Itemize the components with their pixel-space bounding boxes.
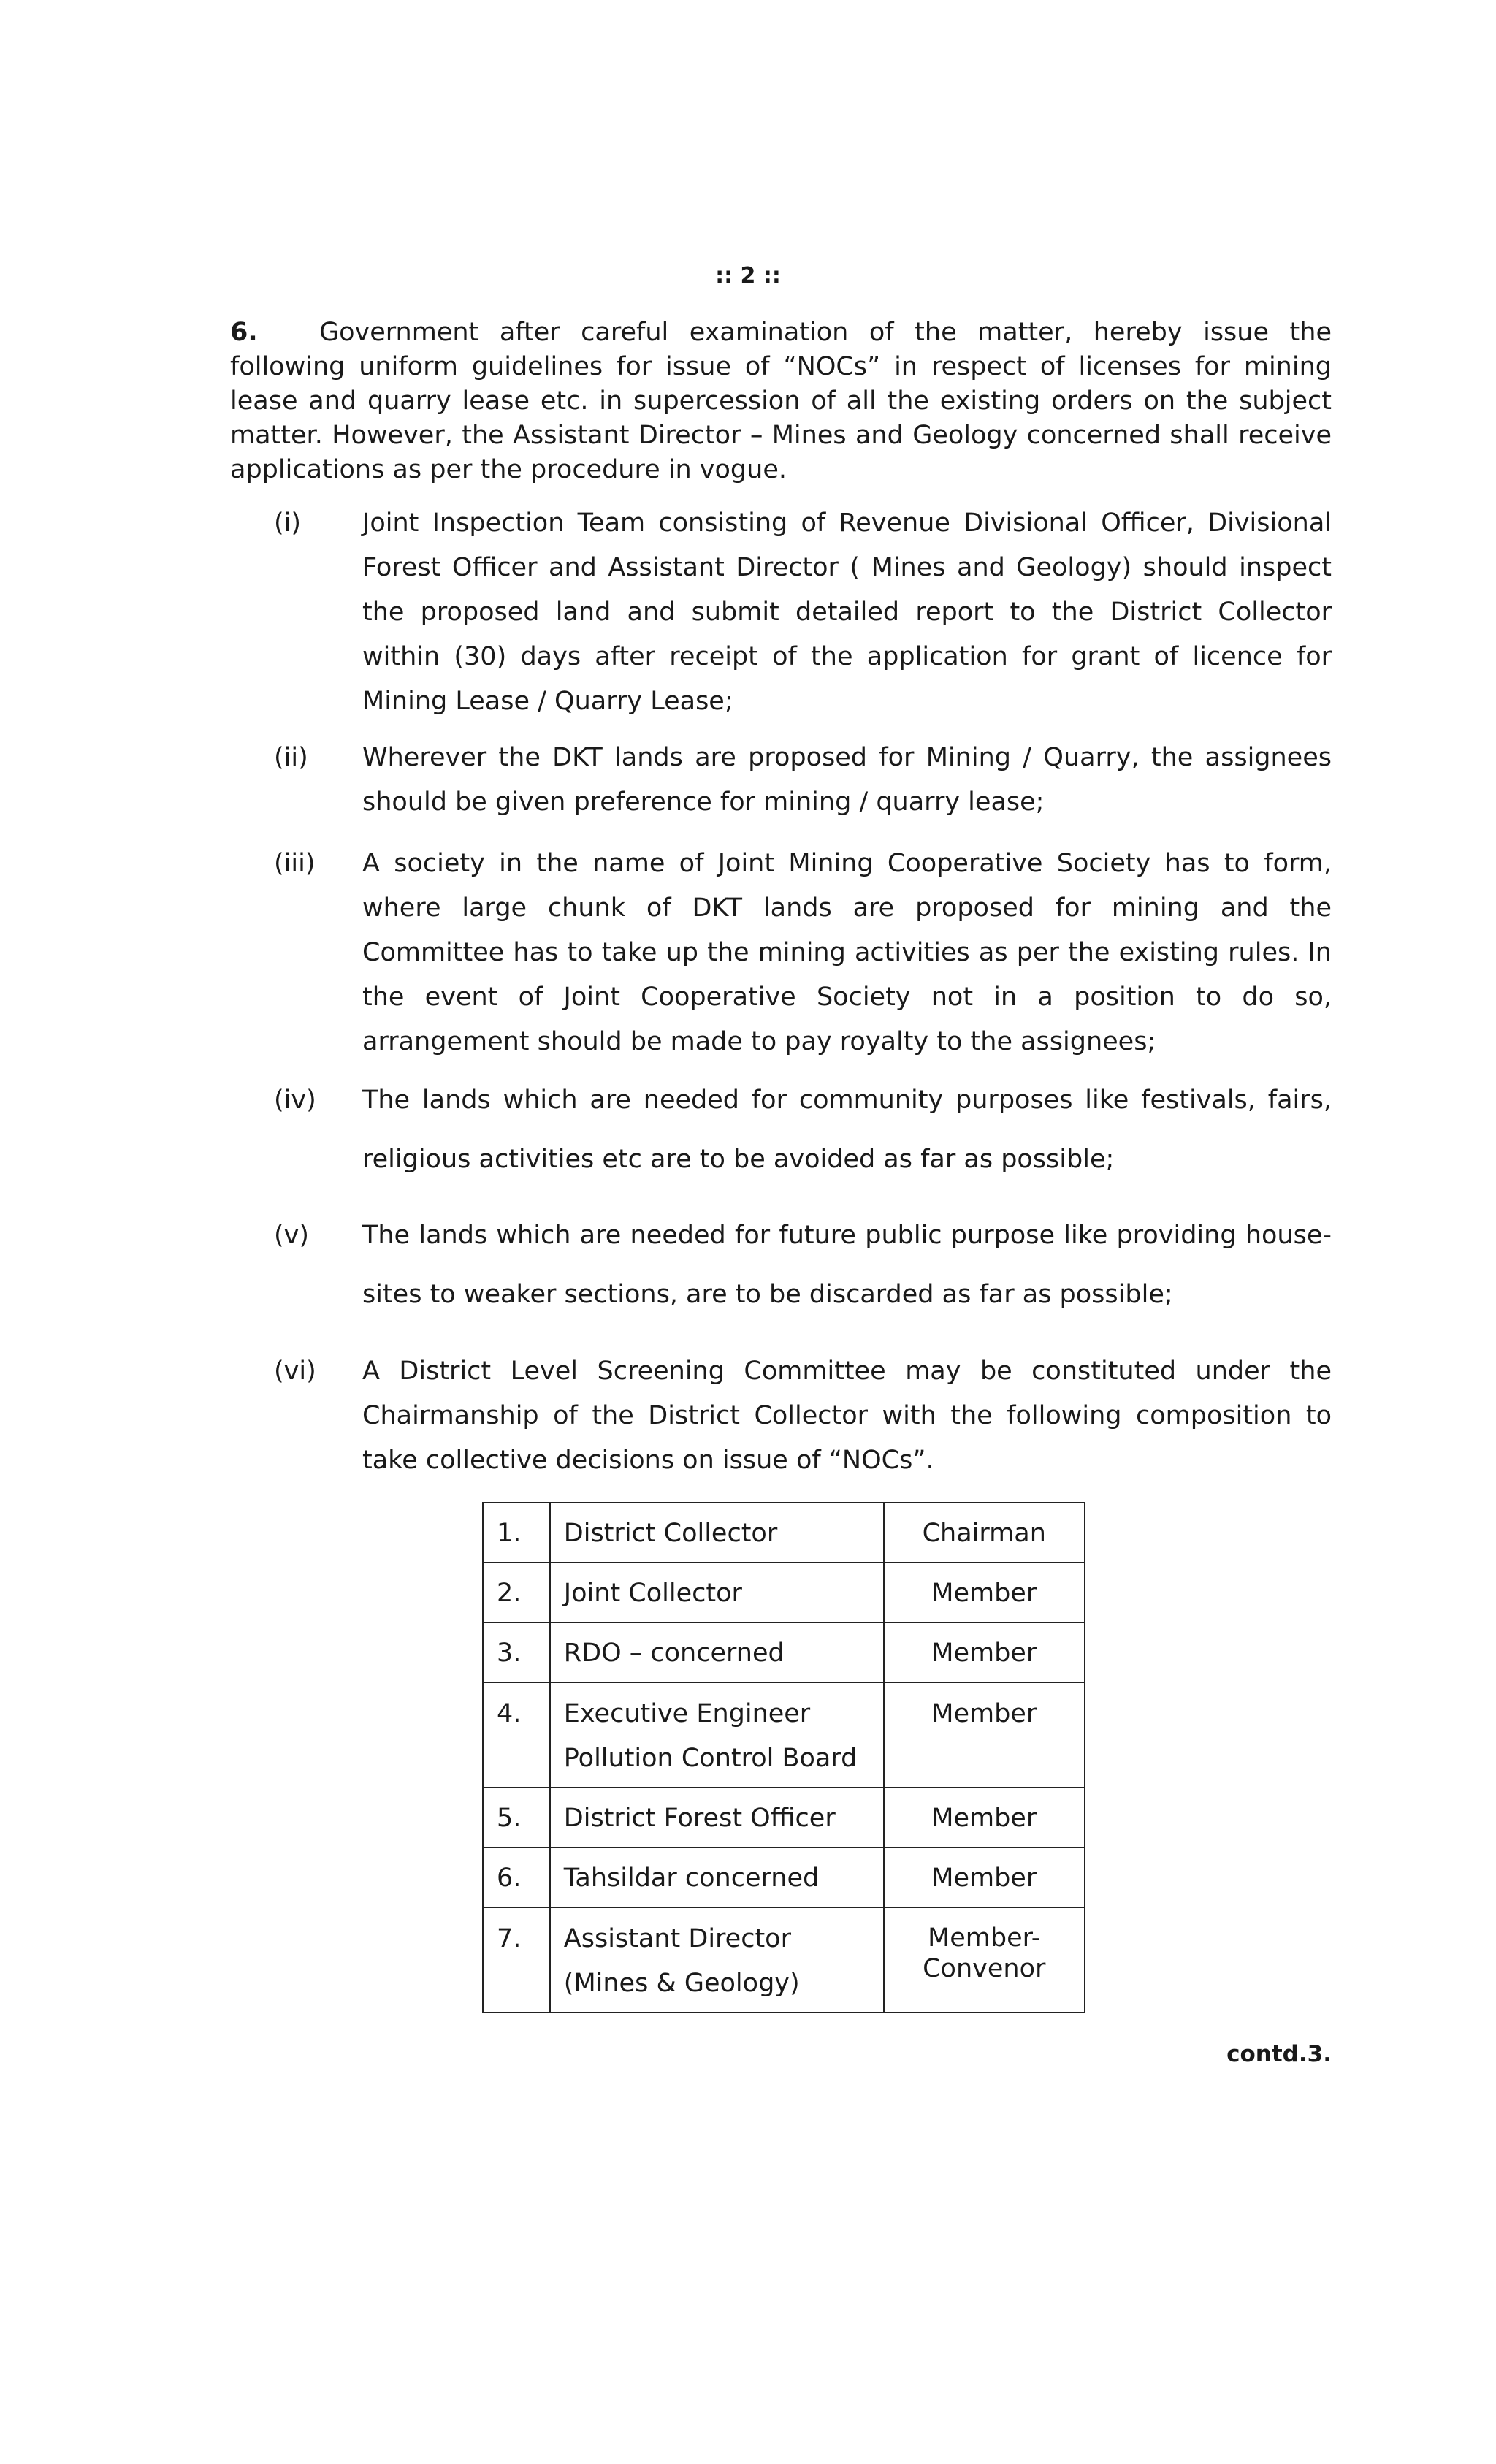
item-text: The lands which are needed for community purposes like festivals, fairs, religious activities etc are to be avoided as far as possible; [362, 1086, 1332, 1174]
table-row [483, 1563, 1085, 1622]
member-number: 3. [483, 1622, 550, 1682]
item-text: A District Level Screening Committee may be constituted under the Chairmanship of the District Collector with the following composition to take collective decisions on issue of “NOCs”. [362, 1357, 1332, 1475]
item-text: Joint Inspection Team consisting of Revenue Divisional Officer, Divisional Forest Officer and Assistant Director ( Mines and Geology) should inspect the proposed land and submit detailed report to the District Collector within (30) days after receipt of the application for grant of licence for Mining Lease / Quarry Lease; [362, 508, 1332, 716]
table-row [483, 1503, 1085, 1563]
member-role: Member [884, 1563, 1085, 1622]
member-role: Member [884, 1622, 1085, 1682]
role-line-2: Convenor [923, 1954, 1046, 1983]
designation-line-1: Executive Engineer [563, 1699, 811, 1728]
member-number: 5. [483, 1788, 550, 1847]
item-text: The lands which are needed for future public purpose like providing house-sites to weaker sections, are to be discarded as far as possible; [362, 1221, 1332, 1309]
member-role: Member [884, 1682, 1085, 1788]
paragraph-6 [230, 316, 1332, 487]
role-line-1: Member- [928, 1923, 1041, 1953]
member-designation: District Collector [550, 1503, 884, 1563]
table-row [483, 1907, 1085, 2013]
item-text: A society in the name of Joint Mining Cooperative Society has to form, where large chunk of DKT lands are proposed for mining and the Committee has to take up the mining activities as per the existing rules. In the event of Joint Cooperative Society not in a position to do so, arrangement should be made to pay royalty to the assignees; [362, 849, 1332, 1056]
guideline-item-i [274, 501, 1332, 724]
member-number: 4. [483, 1682, 550, 1788]
member-role: Chairman [884, 1503, 1085, 1563]
member-role [884, 1907, 1085, 2013]
designation-line-2: (Mines & Geology) [563, 1969, 800, 1998]
member-role: Member [884, 1788, 1085, 1847]
member-number: 6. [483, 1847, 550, 1907]
item-numeral: (iv) [274, 1086, 316, 1115]
guideline-item-v [274, 1206, 1332, 1324]
table-row [483, 1682, 1085, 1788]
item-numeral: (iii) [274, 849, 316, 878]
item-numeral: (vi) [274, 1357, 316, 1386]
item-numeral: (v) [274, 1221, 310, 1250]
guideline-item-iii [274, 842, 1332, 1064]
item-text: Wherever the DKT lands are proposed for Mining / Quarry, the assignees should be given preference for mining / quarry lease; [362, 743, 1332, 817]
member-number: 2. [483, 1563, 550, 1622]
member-number: 7. [483, 1907, 550, 2013]
guideline-item-vi [274, 1349, 1332, 1483]
member-designation: District Forest Officer [550, 1788, 884, 1847]
member-number: 1. [483, 1503, 550, 1563]
member-designation: RDO – concerned [550, 1622, 884, 1682]
table-row [483, 1847, 1085, 1907]
designation-line-2: Pollution Control Board [563, 1744, 858, 1773]
member-role: Member [884, 1847, 1085, 1907]
item-numeral: (ii) [274, 743, 308, 772]
item-numeral: (i) [274, 508, 302, 538]
table-row [483, 1788, 1085, 1847]
table-row [483, 1622, 1085, 1682]
page-number: :: 2 :: [715, 263, 781, 289]
paragraph-number: 6. [230, 318, 258, 347]
committee-table [482, 1502, 1085, 2013]
member-designation: Joint Collector [550, 1563, 884, 1622]
guideline-item-iv [274, 1071, 1332, 1189]
member-designation: Tahsildar concerned [550, 1847, 884, 1907]
member-designation [550, 1907, 884, 2013]
designation-line-1: Assistant Director [563, 1924, 791, 1953]
guideline-item-ii [274, 736, 1332, 825]
paragraph-6-text: Government after careful examination of the matter, hereby issue the following uniform guidelines for issue of “NOCs” in respect of licenses for mining lease and quarry lease etc. in supercession of all the existing orders on the subject matter. However, the Assistant Director – Mines and Geology concerned shall receive applications as per the procedure in vogue. [230, 318, 1332, 484]
continued-note: contd.3. [1226, 2041, 1332, 2067]
member-designation [550, 1682, 884, 1788]
